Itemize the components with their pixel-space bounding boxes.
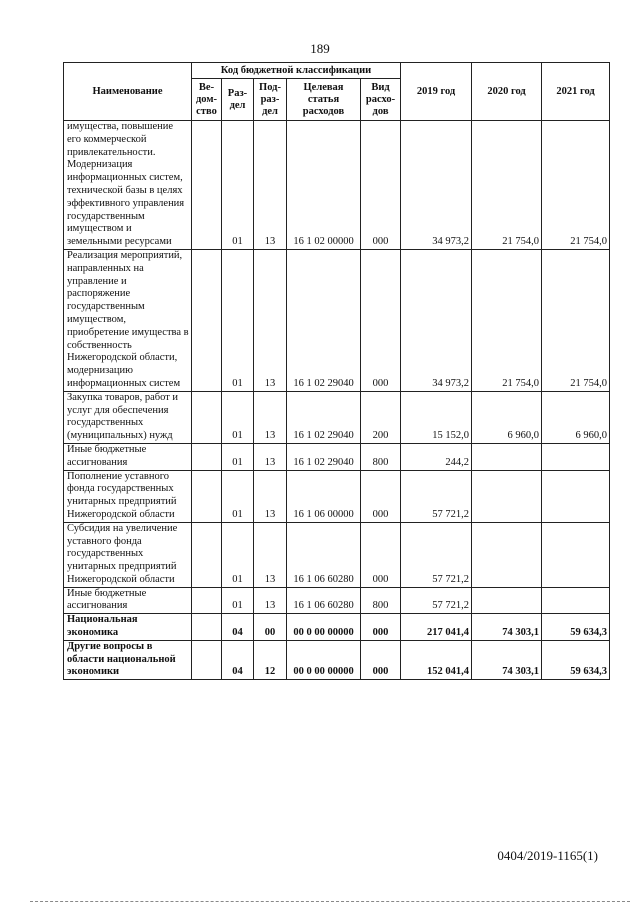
row-vedomstvo: [192, 470, 222, 522]
row-amount-2021: [542, 522, 610, 587]
row-name: Иные бюджетные ассигнования: [64, 443, 192, 470]
header-podrazdel: Под- раз- дел: [254, 79, 287, 121]
row-target-article: 16 1 02 29040: [287, 249, 361, 391]
header-razdel: Раз- дел: [222, 79, 254, 121]
row-vedomstvo: [192, 522, 222, 587]
document-code: 0404/2019-1165(1): [497, 848, 598, 863]
row-amount-2021: 59 634,3: [542, 614, 610, 641]
row-amount-2020: 6 960,0: [472, 391, 542, 443]
table-row: [64, 249, 610, 391]
table-row: [64, 587, 610, 614]
row-expense-type: 000: [361, 614, 401, 641]
table-row: [64, 614, 610, 641]
row-amount-2021: [542, 587, 610, 614]
row-razdel: 04: [222, 640, 254, 679]
row-expense-type: 000: [361, 522, 401, 587]
row-amount-2020: [472, 470, 542, 522]
table-row: [64, 391, 610, 443]
table-row: [64, 640, 610, 679]
row-name: Национальная экономика: [64, 614, 192, 641]
row-amount-2021: 6 960,0: [542, 391, 610, 443]
row-amount-2019: 217 041,4: [401, 614, 472, 641]
row-amount-2020: 21 754,0: [472, 121, 542, 250]
row-razdel: 01: [222, 391, 254, 443]
row-vedomstvo: [192, 391, 222, 443]
row-podrazdel: 13: [254, 121, 287, 250]
row-amount-2019: 57 721,2: [401, 587, 472, 614]
header-2020: 2020 год: [472, 63, 542, 121]
row-amount-2020: [472, 587, 542, 614]
header-target-article: Целевая статья расходов: [287, 79, 361, 121]
header-vedomstvo: Ве- дом- ство: [192, 79, 222, 121]
row-amount-2020: 21 754,0: [472, 249, 542, 391]
row-razdel: 01: [222, 249, 254, 391]
row-podrazdel: 13: [254, 443, 287, 470]
page-number: 189: [310, 41, 330, 56]
row-expense-type: 800: [361, 587, 401, 614]
budget-table: [63, 62, 610, 680]
row-amount-2019: 34 973,2: [401, 121, 472, 250]
row-expense-type: 000: [361, 249, 401, 391]
header-budget-classification: Код бюджетной классификации: [192, 63, 401, 79]
row-amount-2021: 21 754,0: [542, 121, 610, 250]
row-amount-2019: 34 973,2: [401, 249, 472, 391]
table-body: [64, 121, 610, 680]
row-razdel: 01: [222, 522, 254, 587]
header-expense-type: Вид расхо- дов: [361, 79, 401, 121]
header-2019: 2019 год: [401, 63, 472, 121]
row-razdel: 01: [222, 121, 254, 250]
row-vedomstvo: [192, 640, 222, 679]
row-target-article: 16 1 06 60280: [287, 522, 361, 587]
table-row: [64, 121, 610, 250]
row-expense-type: 800: [361, 443, 401, 470]
row-podrazdel: 13: [254, 470, 287, 522]
table-row: [64, 522, 610, 587]
row-amount-2021: [542, 443, 610, 470]
header-2021: 2021 год: [542, 63, 610, 121]
row-podrazdel: 13: [254, 522, 287, 587]
row-podrazdel: 13: [254, 391, 287, 443]
row-name: Другие вопросы в области национальной экономики: [64, 640, 192, 679]
row-razdel: 01: [222, 443, 254, 470]
row-razdel: 01: [222, 587, 254, 614]
table-row: [64, 443, 610, 470]
row-vedomstvo: [192, 614, 222, 641]
row-vedomstvo: [192, 587, 222, 614]
row-target-article: 00 0 00 00000: [287, 614, 361, 641]
row-podrazdel: 00: [254, 614, 287, 641]
row-target-article: 16 1 06 00000: [287, 470, 361, 522]
row-target-article: 16 1 06 60280: [287, 587, 361, 614]
scan-edge-line: [30, 901, 630, 902]
row-razdel: 01: [222, 470, 254, 522]
row-name: имущества, повышение его коммерческой привлекательности. Модернизация информационных систем, технической базы в целях эффективного управления государственным имуществом и земельными ресурсами: [64, 121, 192, 250]
row-expense-type: 200: [361, 391, 401, 443]
row-amount-2021: 59 634,3: [542, 640, 610, 679]
row-amount-2019: 152 041,4: [401, 640, 472, 679]
row-amount-2019: 244,2: [401, 443, 472, 470]
row-amount-2019: 57 721,2: [401, 522, 472, 587]
row-amount-2020: 74 303,1: [472, 640, 542, 679]
row-expense-type: 000: [361, 470, 401, 522]
row-name: Закупка товаров, работ и услуг для обеспечения государственных (муниципальных) нужд: [64, 391, 192, 443]
row-target-article: 16 1 02 00000: [287, 121, 361, 250]
row-amount-2020: [472, 443, 542, 470]
row-target-article: 16 1 02 29040: [287, 443, 361, 470]
row-name: Пополнение уставного фонда государственных унитарных предприятий Нижегородской области: [64, 470, 192, 522]
row-podrazdel: 12: [254, 640, 287, 679]
row-razdel: 04: [222, 614, 254, 641]
row-podrazdel: 13: [254, 249, 287, 391]
row-amount-2019: 15 152,0: [401, 391, 472, 443]
row-name: Субсидия на увеличение уставного фонда государственных унитарных предприятий Нижегородской области: [64, 522, 192, 587]
row-expense-type: 000: [361, 640, 401, 679]
row-target-article: 00 0 00 00000: [287, 640, 361, 679]
row-amount-2019: 57 721,2: [401, 470, 472, 522]
row-expense-type: 000: [361, 121, 401, 250]
row-amount-2020: [472, 522, 542, 587]
row-target-article: 16 1 02 29040: [287, 391, 361, 443]
row-vedomstvo: [192, 121, 222, 250]
row-amount-2020: 74 303,1: [472, 614, 542, 641]
header-name: Наименование: [64, 63, 192, 121]
row-vedomstvo: [192, 443, 222, 470]
row-amount-2021: [542, 470, 610, 522]
row-name: Реализация мероприятий, направленных на управление и распоряжение государственным имуществом, приобретение имущества в собственность Нижегородской области, модернизацию информационных систем: [64, 249, 192, 391]
row-vedomstvo: [192, 249, 222, 391]
row-name: Иные бюджетные ассигнования: [64, 587, 192, 614]
row-amount-2021: 21 754,0: [542, 249, 610, 391]
row-podrazdel: 13: [254, 587, 287, 614]
table-row: [64, 470, 610, 522]
